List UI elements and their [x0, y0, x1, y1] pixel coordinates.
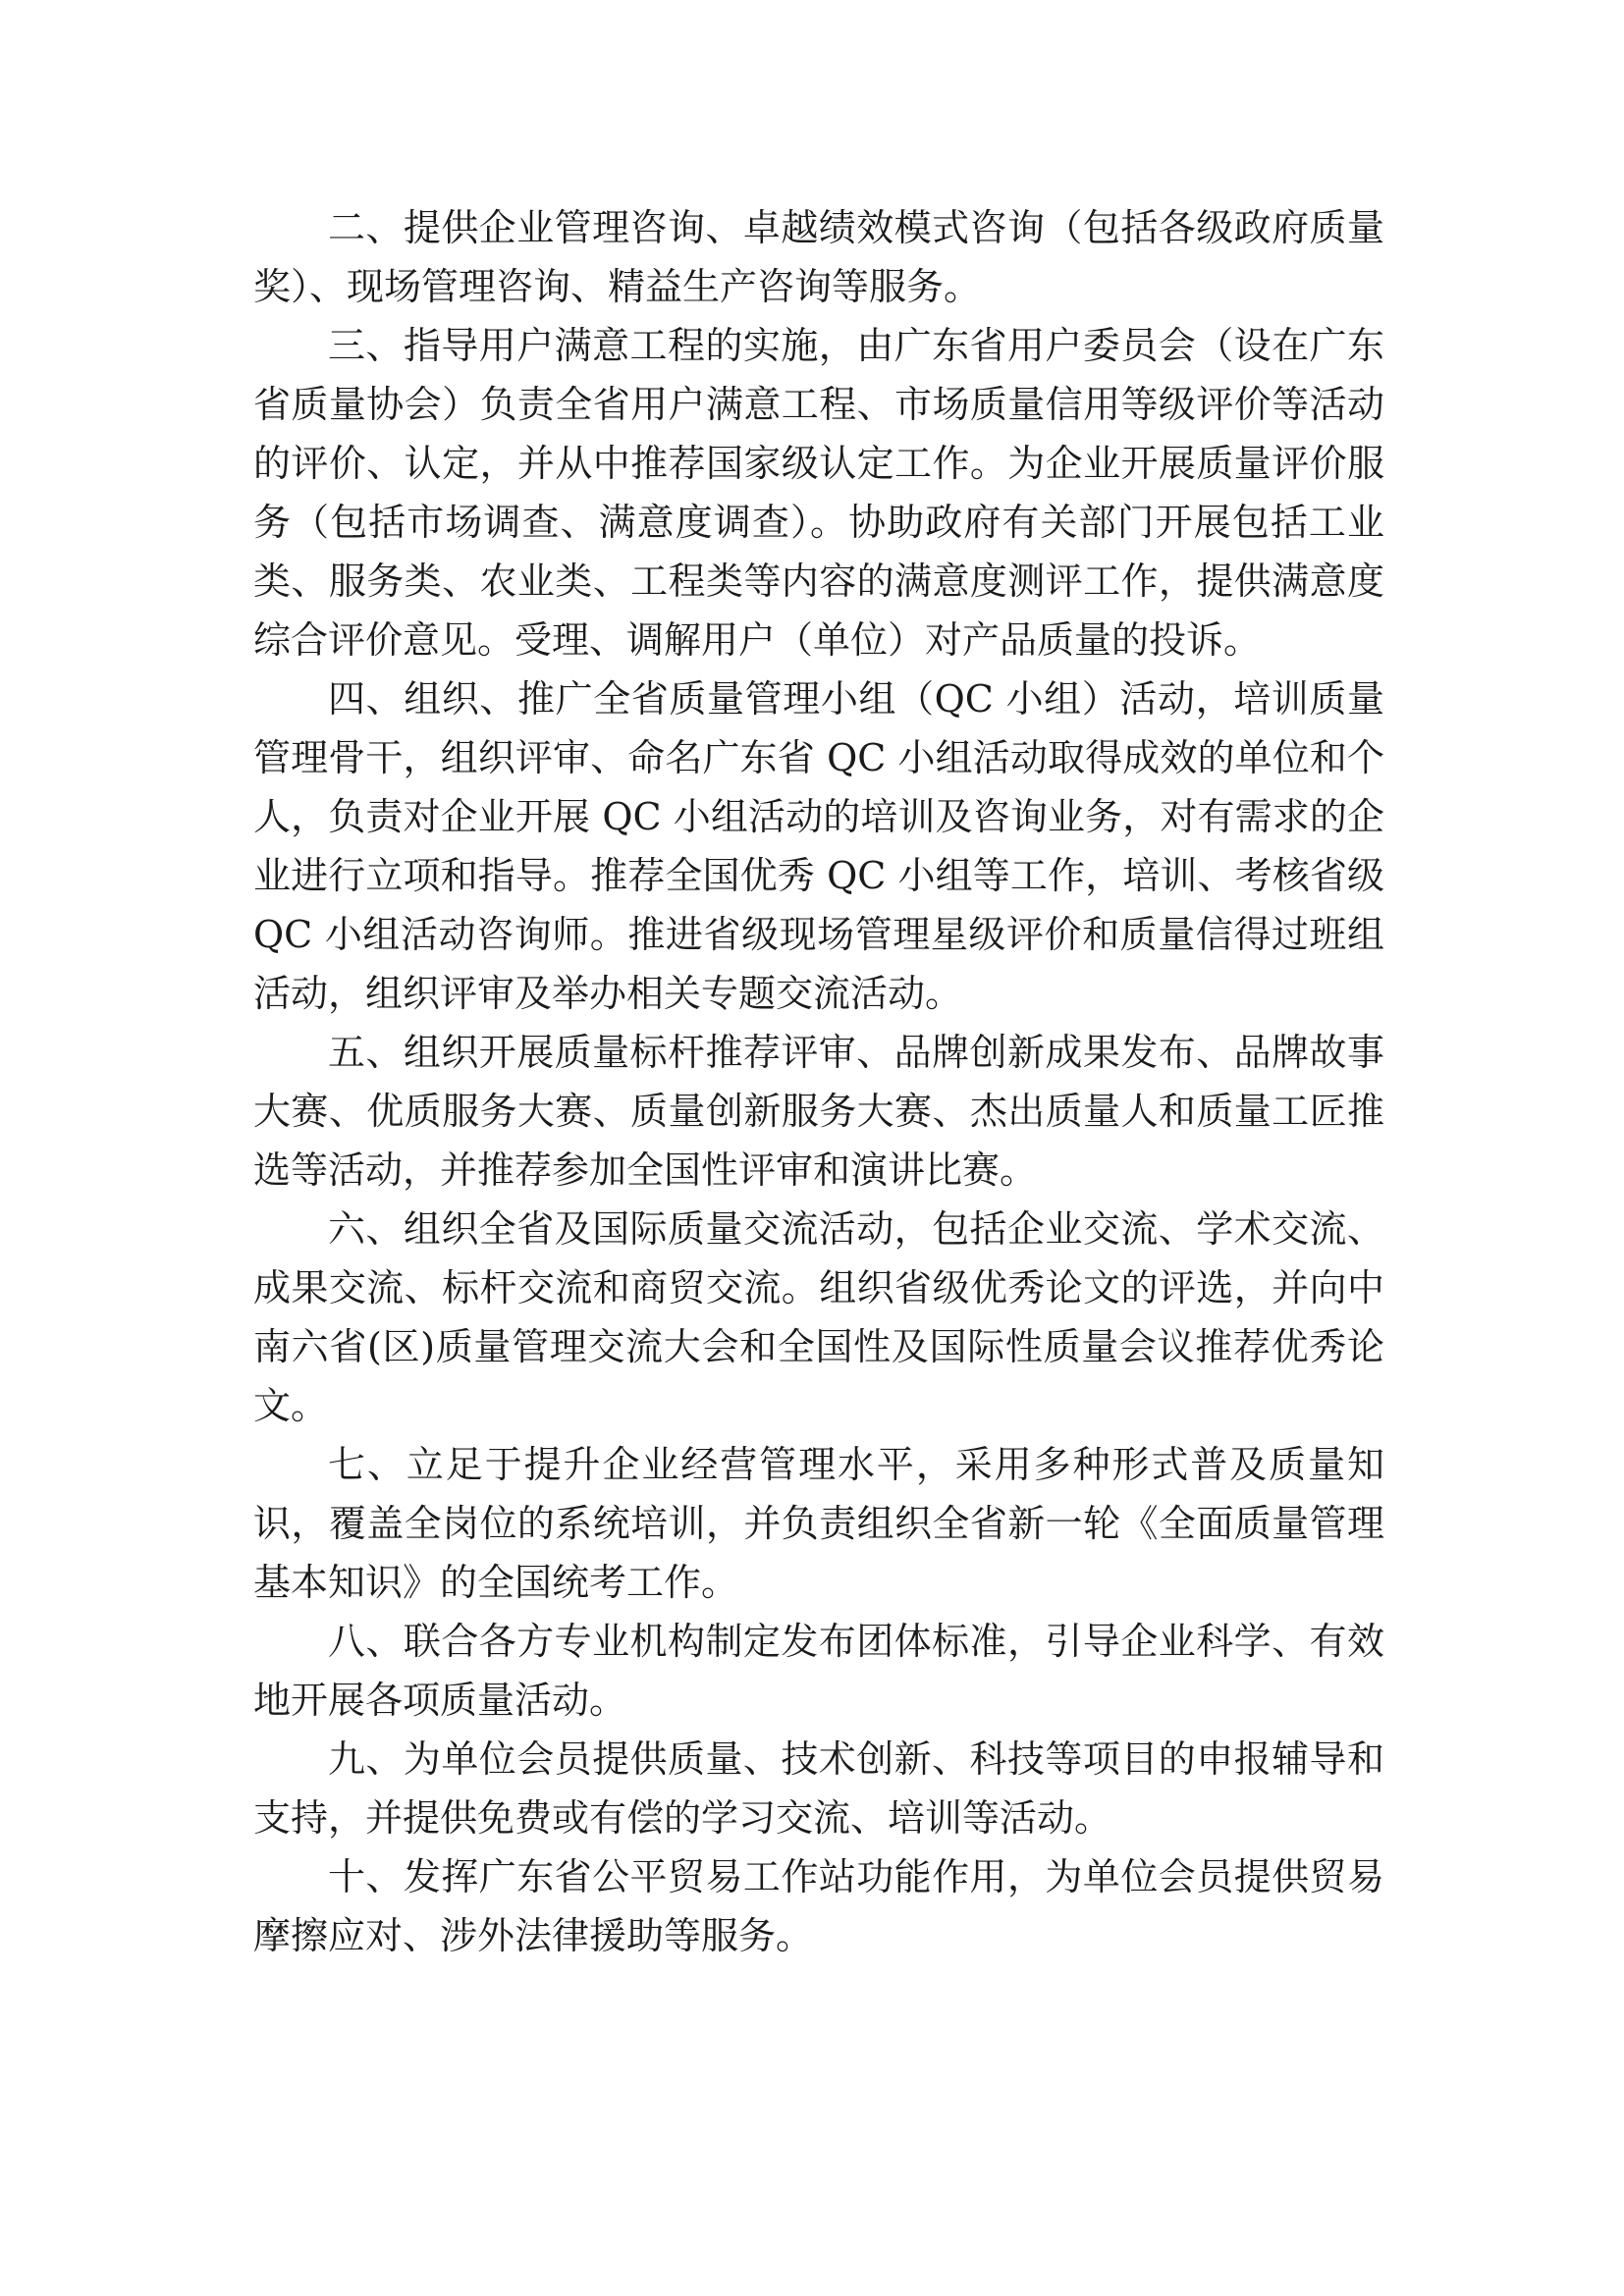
paragraph-line: 二、提供企业管理咨询、卓越绩效模式咨询（包括各级政府质量: [328, 206, 1384, 249]
body-paragraph: [253, 1200, 1384, 1435]
paragraph-line: 选等活动，并推荐参加全国性评审和演讲比赛。: [253, 1148, 1038, 1192]
document-body: [253, 198, 1384, 1965]
paragraph-line: 大赛、优质服务大赛、质量创新服务大赛、杰出质量人和质量工匠推: [253, 1090, 1384, 1133]
paragraph-line: 覆盖全岗位的系统培训，并负责组织全省新一轮《全面质量管理基本: [253, 1502, 1384, 1604]
body-paragraph: [253, 1023, 1384, 1200]
body-paragraph: [253, 1612, 1384, 1730]
body-paragraph: [253, 316, 1384, 669]
body-paragraph: [253, 669, 1384, 1023]
body-paragraph: [253, 1730, 1384, 1847]
paragraph-line: QC 小组活动咨询师。推进省级现场管理星级评价和质量信得过班组: [253, 913, 1384, 956]
paragraph-line: 八、联合各方专业机构制定发布团体标准，引导企业科学、有效: [328, 1620, 1384, 1663]
paragraph-line: 业进行立项和指导。推荐全国优秀 QC 小组等工作，培训、考核省级: [253, 854, 1384, 897]
paragraph-line: 活动，组织评审及举办相关专题交流活动。: [253, 972, 963, 1015]
paragraph-line: 七、立足于提升企业经营管理水平，采用多种形式普及质量知识，: [253, 1443, 1384, 1545]
paragraph-line: 论文。: [253, 1325, 1384, 1427]
paragraph-line: 的评价、认定，并从中推荐国家级认定工作。为企业开展质量评价服: [253, 442, 1384, 485]
paragraph-line: 南六省(区)质量管理交流大会和全国性及国际性质量会议推荐优秀: [253, 1325, 1347, 1368]
paragraph-line: 知识》的全国统考工作。: [328, 1561, 739, 1604]
body-paragraph: [253, 198, 1384, 316]
paragraph-line: 摩擦应对、涉外法律援助等服务。: [253, 1914, 814, 1957]
paragraph-line: 省质量协会）负责全省用户满意工程、市场质量信用等级评价等活动: [253, 383, 1384, 426]
paragraph-line: 六、组织全省及国际质量交流活动，包括企业交流、学术交流、: [328, 1207, 1384, 1251]
paragraph-line: 五、组织开展质量标杆推荐评审、品牌创新成果发布、品牌故事: [328, 1031, 1384, 1074]
paragraph-line: 地开展各项质量活动。: [253, 1679, 627, 1722]
paragraph-line: 十、发挥广东省公平贸易工作站功能作用，为单位会员提供贸易: [328, 1855, 1384, 1898]
body-paragraph: [253, 1847, 1384, 1965]
paragraph-line: 奖）、现场管理咨询、精益生产咨询等服务。: [253, 265, 982, 308]
paragraph-line: 务（包括市场调查、满意度调查）。协助政府有关部门开展包括工业: [253, 501, 1384, 544]
body-paragraph: [253, 1435, 1384, 1612]
paragraph-line: 九、为单位会员提供质量、技术创新、科技等项目的申报辅导和: [328, 1737, 1384, 1781]
paragraph-line: 四、组织、推广全省质量管理小组（QC 小组）活动，培训质量: [328, 677, 1384, 721]
paragraph-line: 管理骨干，组织评审、命名广东省 QC 小组活动取得成效的单位和个: [253, 736, 1384, 779]
paragraph-line: 类、服务类、农业类、工程类等内容的满意度测评工作，提供满意度: [253, 560, 1384, 603]
paragraph-line: 三、指导用户满意工程的实施，由广东省用户委员会（设在广东: [328, 324, 1384, 367]
paragraph-line: 支持，并提供免费或有偿的学习交流、培训等活动。: [253, 1796, 1112, 1840]
paragraph-line: 人，负责对企业开展 QC 小组活动的培训及咨询业务，对有需求的企: [253, 795, 1384, 838]
paragraph-line: 成果交流、标杆交流和商贸交流。组织省级优秀论文的评选，并向中: [253, 1266, 1384, 1309]
paragraph-line: 综合评价意见。受理、调解用户（单位）对产品质量的投诉。: [253, 618, 1262, 662]
